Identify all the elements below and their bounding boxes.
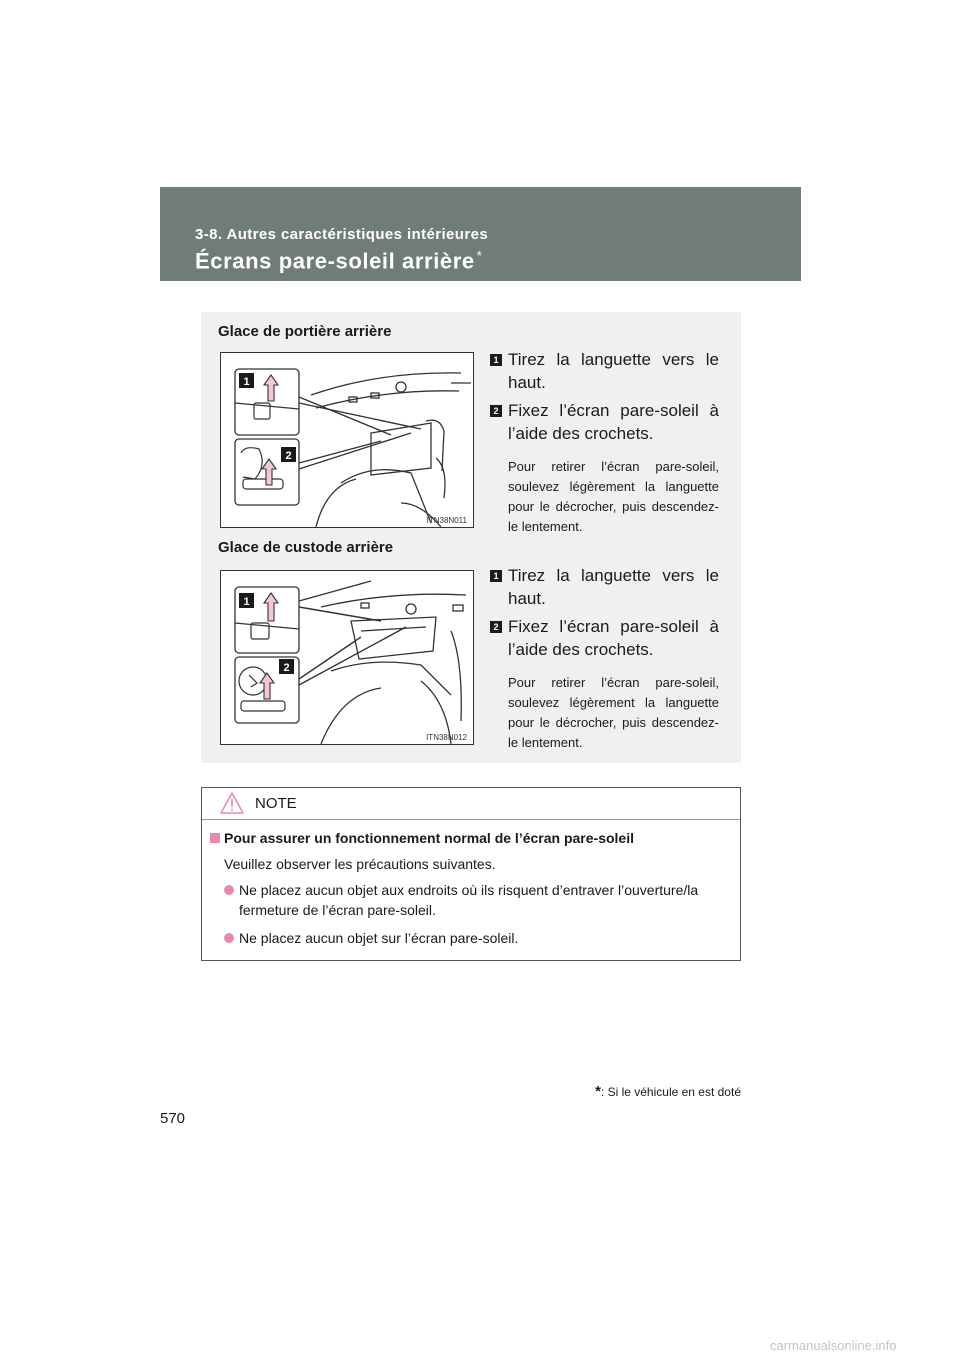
removal-note-quarter: Pour retirer l’écran pare-soleil, soulevez légèrement la languette pour le décrocher, puis descendez-le lentement. bbox=[508, 675, 719, 750]
note-body bbox=[209, 830, 739, 948]
caution-note-box bbox=[201, 787, 741, 961]
note-header bbox=[202, 788, 740, 820]
step-number-badge: 1 bbox=[490, 354, 502, 366]
page-title-text: Écrans pare-soleil arrière bbox=[195, 248, 475, 274]
svg-text:2: 2 bbox=[283, 662, 290, 674]
chapter-header-band bbox=[160, 187, 801, 281]
note-title: NOTE bbox=[255, 795, 297, 812]
step-number-badge: 2 bbox=[490, 621, 502, 633]
footnote bbox=[595, 1083, 741, 1100]
note-bullet bbox=[209, 880, 739, 920]
footnote-text: : Si le véhicule en est doté bbox=[600, 1085, 741, 1099]
steps-quarter bbox=[489, 564, 719, 753]
figure-door-sunshade bbox=[220, 352, 474, 528]
round-bullet-icon bbox=[224, 933, 234, 943]
step-number-badge: 2 bbox=[490, 405, 502, 417]
note-item-title bbox=[209, 830, 739, 846]
note-bullet-text: Ne placez aucun objet sur l’écran pare-soleil. bbox=[239, 930, 519, 946]
svg-text:1: 1 bbox=[243, 596, 250, 608]
section-label: 3-8. Autres caractéristiques intérieures bbox=[195, 226, 489, 243]
removal-note-door: Pour retirer l’écran pare-soleil, soulevez légèrement la languette pour le décrocher, puis descendez-le lentement. bbox=[508, 459, 719, 534]
step-door-2 bbox=[489, 399, 719, 445]
footnote-mark: * bbox=[595, 1083, 601, 1100]
square-bullet-icon bbox=[210, 833, 220, 843]
watermark: carmanualsonline.info bbox=[770, 1338, 897, 1353]
figure-quarter-sunshade bbox=[220, 570, 474, 745]
warning-triangle-icon bbox=[220, 792, 244, 814]
step-number-badge: 1 bbox=[490, 570, 502, 582]
step-text: Tirez la languette vers le haut. bbox=[508, 566, 719, 608]
note-item-title-text: Pour assurer un fonctionnement normal de l’écran pare-soleil bbox=[224, 830, 634, 846]
illustration-quarter-sunshade bbox=[221, 571, 473, 744]
step-text: Fixez l’écran pare-soleil à l’aide des crochets. bbox=[508, 617, 719, 659]
round-bullet-icon bbox=[224, 885, 234, 895]
svg-text:2: 2 bbox=[285, 450, 292, 462]
figure-code-door: ITN38N011 bbox=[426, 516, 467, 525]
page-number: 570 bbox=[160, 1110, 186, 1127]
instruction-panel bbox=[201, 312, 741, 763]
step-quarter-1 bbox=[489, 564, 719, 610]
step-quarter-2 bbox=[489, 615, 719, 661]
subsection-heading-quarter: Glace de custode arrière bbox=[218, 539, 394, 556]
illustration-door-sunshade bbox=[221, 353, 473, 527]
step-text: Fixez l’écran pare-soleil à l’aide des crochets. bbox=[508, 401, 719, 443]
figure-code-quarter: ITN38N012 bbox=[426, 733, 467, 742]
title-footnote-mark: * bbox=[476, 248, 483, 263]
svg-text:1: 1 bbox=[243, 376, 250, 388]
steps-door bbox=[489, 348, 719, 537]
subsection-heading-door: Glace de portière arrière bbox=[218, 323, 392, 340]
step-text: Tirez la languette vers le haut. bbox=[508, 350, 719, 392]
page-title bbox=[195, 248, 482, 274]
step-door-1 bbox=[489, 348, 719, 394]
note-intro: Veuillez observer les précautions suivantes. bbox=[224, 856, 496, 872]
note-bullet-text: Ne placez aucun objet aux endroits où ils risquent d’entraver l’ouverture/la fermeture de l’écran pare-soleil. bbox=[239, 882, 699, 918]
note-bullet bbox=[209, 928, 739, 948]
